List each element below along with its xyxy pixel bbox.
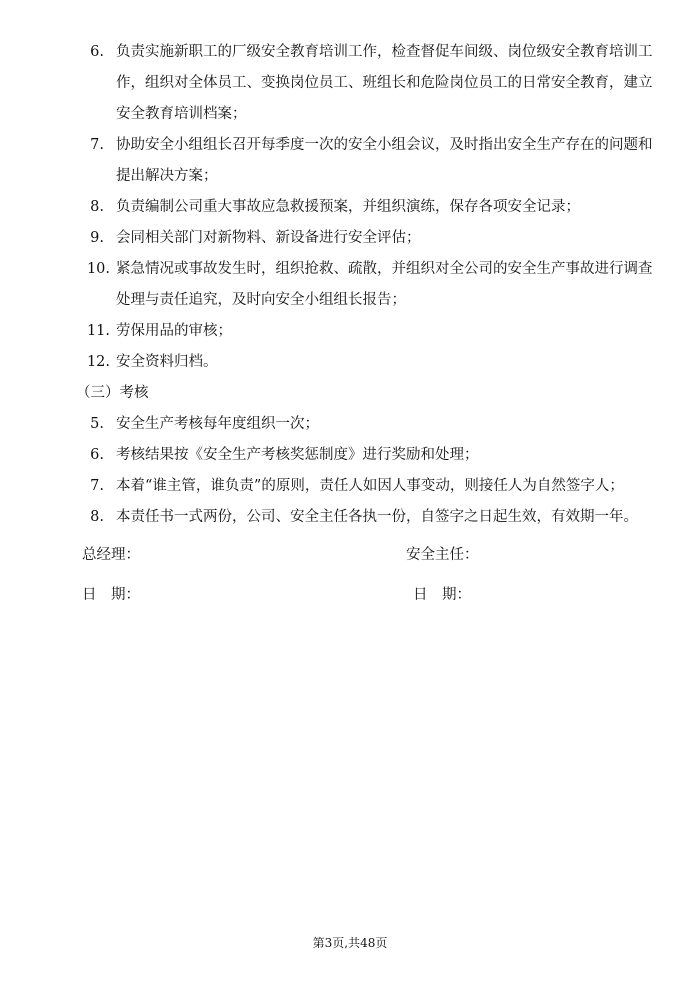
list-number: 7. [90,137,104,153]
date-label-left: 日 期： [82,587,140,603]
list-number: 6. [90,44,104,60]
general-manager-label: 总经理： [82,547,140,563]
list-number: 10. [86,261,110,277]
list-number: 7. [90,478,104,494]
list-number: 6. [90,447,104,463]
list-item-text: 考核结果按《安全生产考核奖惩制度》进行奖励和处理； [116,447,479,463]
list-number: 5. [90,416,104,432]
list-item-text: 本着“谁主管，谁负责”的原则，责任人如因人事变动，则接任人为自然签字人； [116,478,624,494]
list-number: 8. [90,199,104,215]
list-number: 9. [90,230,104,246]
page-number: 第3页,共48页 [312,936,388,950]
list-item-text: 劳保用品的审核； [116,323,232,339]
list-item-text: 负责编制公司重大事故应急救援预案，并组织演练，保存各项安全记录； [116,199,580,215]
list-item-text: 会同相关部门对新物料、新设备进行安全评估； [116,230,421,246]
list-item-text: 紧急情况或事故发生时，组织抢救、疏散，并组织对全公司的安全生产事故进行调查 [116,261,653,277]
list-item-text: 本责任书一式两份，公司、安全主任各执一份，自签字之日起生效，有效期一年。 [116,509,638,525]
list-item-text: 安全生产考核每年度组织一次； [116,416,319,432]
date-label-right: 日 期： [413,587,471,603]
list-number: 12. [86,354,110,370]
section-title: （三）考核 [76,385,149,401]
list-number: 11. [86,323,110,339]
list-item-text: 安全教育培训档案； [116,106,247,122]
list-item-text: 协助安全小组组长召开每季度一次的安全小组会议，及时指出安全生产存在的问题和 [116,137,653,153]
list-item-text: 负责实施新职工的厂级安全教育培训工作，检查督促车间级、岗位级安全教育培训工 [116,44,653,60]
list-item-text: 处理与责任追究，及时向安全小组组长报告； [116,292,406,308]
list-item-text: 安全资料归档。 [116,354,218,370]
list-item-text: 提出解决方案； [116,168,218,184]
list-number: 8. [90,509,104,525]
list-item-text: 作，组织对全体员工、变换岗位员工、班组长和危险岗位员工的日常安全教育，建立 [116,75,653,91]
safety-director-label: 安全主任： [406,547,479,563]
